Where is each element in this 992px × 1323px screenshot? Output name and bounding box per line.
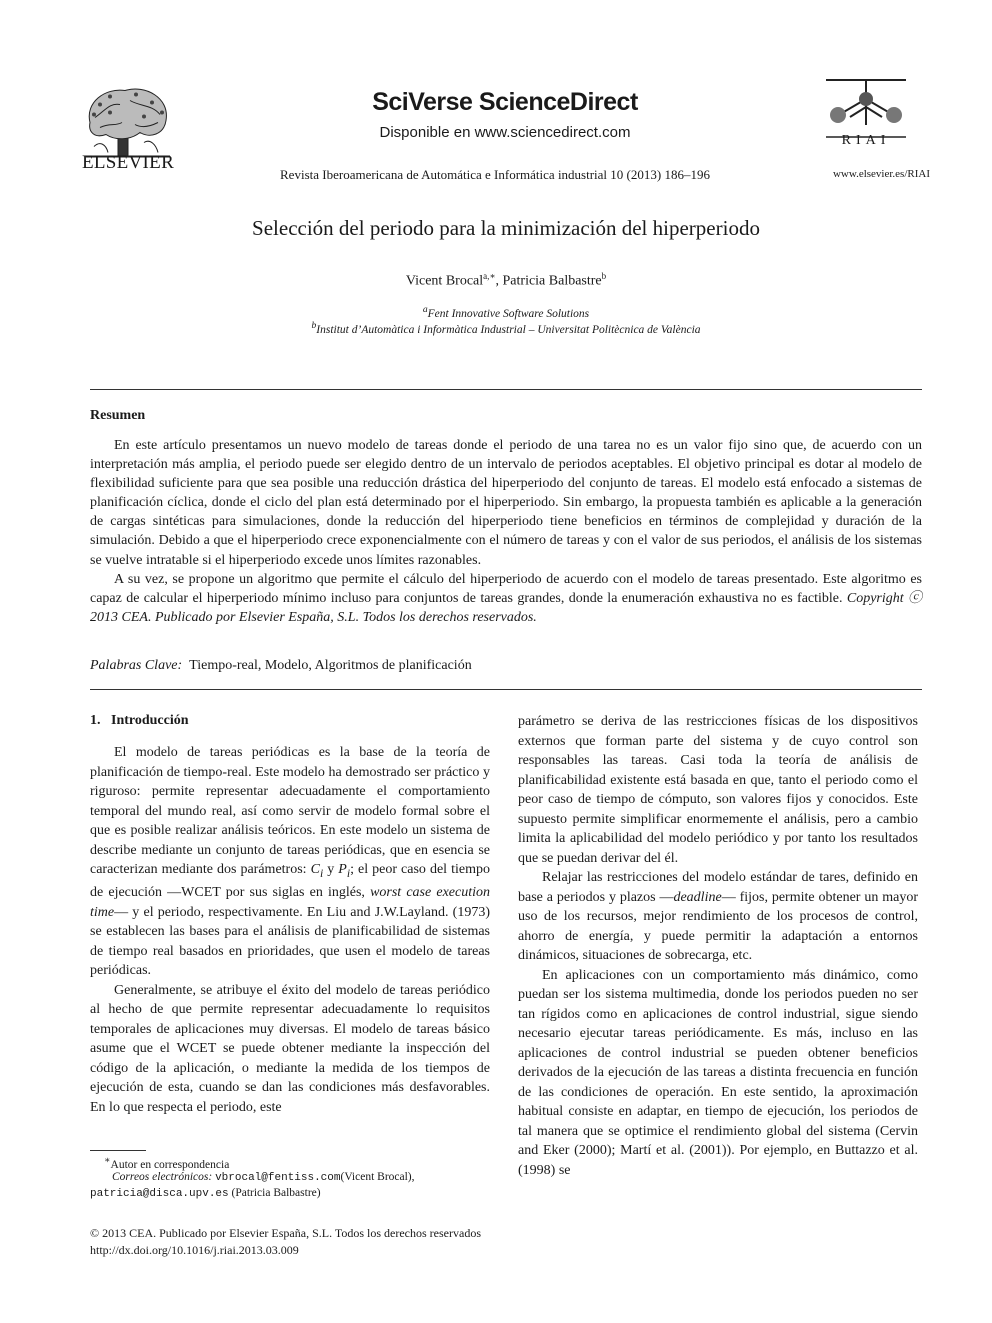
abstract-paragraph-2-text: A su vez, se propone un algoritmo que permite el cálculo del hiperperiodo de acuerdo con el modelo de tareas presentado. Este algoritmo es capaz de calcular el hiperperiodo mínimo incluso para conjuntos de tareas grandes, donde la enumeración exhaustiva no es factible.	[90, 571, 922, 606]
intro-paragraph-3: parámetro se deriva de las restricciones físicas de los dispositivos externos que forman parte del sistema y de cuyo control son responsables las tareas. Casi toda la teoría de análisis de planificabilidad existente está basada en que, tanto el periodo como el peor caso de tiempo de cómputo, son valores fijos y conocidos. Este supuesto permite simplificar enormemente el análisis, pero a cambio limita la aplicabilidad del modelo periódico y por tanto los resultados que se puedan derivar del él.	[518, 714, 918, 866]
riai-name: RIAI	[841, 133, 891, 148]
email-link-2[interactable]: patricia@disca.upv.es	[90, 1188, 229, 1200]
footnote-mark: ∗	[104, 1155, 111, 1166]
doi-link[interactable]: http://dx.doi.org/10.1016/j.riai.2013.03.009	[90, 1243, 299, 1257]
footnote-rule	[90, 1150, 146, 1151]
email-link-1[interactable]: vbrocal@fentiss.com	[215, 1172, 341, 1184]
email-owner-1: (Vicent Brocal),	[340, 1171, 415, 1183]
availability-line[interactable]: Disponible en www.sciencedirect.com	[379, 124, 631, 141]
intro-p1-part-b: ; el peor caso del tiempo de ejecución —WCET por sus siglas en inglés,	[90, 862, 490, 901]
publisher-name: ELSEVIER	[81, 152, 175, 173]
symbol-ci-subscript: i	[319, 866, 324, 880]
footnote-emails	[112, 1171, 415, 1184]
keywords	[90, 658, 922, 674]
abstract-paragraph-1: En este artículo presentamos un nuevo modelo de tareas donde el periodo de una tarea no es un valor fijo sino que, de acuerdo con un interpretación más amplia, el periodo puede ser elegido dentro de un intervalo de periodos aceptables. El objetivo principal es dotar al modelo de flexibilidad suficiente para que sea posible una reducción drástica del hiperperiodo del conjunto de tareas. El modelo está enfocado a sistemas de planificación cíclica, donde el ciclo del plan está determinado por el hiperperiodo. Sin embargo, la propuesta también es aplicable a la generación de cargas sintéticas para simulaciones, donde la reducción del hiperperiodo tiene beneficios en términos de complejidad y duración de la simulación. Debido a que el hiperperiodo crece exponencialmente con el número de tareas y con el valor de sus periodos, el análisis de los sistemas se vuelve intratable si el hiperperiodo excede unos límites razonables.	[90, 438, 922, 568]
affiliation-a-text: Fent Innovative Software Solutions	[427, 307, 590, 320]
author-separator: ,	[495, 273, 503, 289]
intro-p4-part-b: — fijos, permite obtener un mayor uso de los recursos, mejor rendimiento de los procesos de control, ahorro de energía, y puede permitir la adaptación a entornos dinámicos, situaciones de sobrecarga, etc.	[518, 889, 918, 963]
keywords-label: Palabras Clave:	[90, 658, 183, 673]
intro-p1-part-a: El modelo de tareas periódicas es la base de la teoría de planificación de tiempo-real. Este modelo ha demostrado ser práctico y riguroso: permite representar adecuadamente el comportamiento temporal del mundo real, así como servir de modelo formal sobre el que es posible realizar análisis teóricos. En este modelo un sistema de describe mediante un conjunto de tareas periódicas, que en esencia se caracterizan mediante dos parámetros:	[90, 745, 490, 877]
intro-paragraph-1	[90, 743, 490, 981]
conjunction: y	[323, 862, 339, 877]
abstract-bottom-rule	[90, 689, 922, 690]
intro-p1-part-c: — y el periodo, respectivamente. En Liu and J.W.Layland. (1973) se establecen las bases para el análisis de planificabilidad de sistemas de tiempo real basados en prioridades, que usen el modelo de tareas periódicas.	[90, 904, 490, 979]
section-title: Introducción	[111, 713, 189, 728]
article-title: Selección del periodo para la minimización del hiperperiodo	[252, 216, 760, 240]
wcet-expansion: worst case execution time	[90, 885, 490, 920]
affiliation-a-mark: a	[422, 304, 428, 315]
symbol-pi-subscript: i	[346, 866, 351, 880]
keywords-list: Tiempo-real, Modelo, Algoritmos de planificación	[189, 658, 472, 673]
journal-citation: Revista Iberoamericana de Automática e Informática industrial 10 (2013) 186–196	[280, 167, 710, 182]
footnote-corresponding-text: Autor en correspondencia	[110, 1158, 230, 1171]
intro-p4-part-a: Relajar las restricciones del modelo estándar de tares, definido en base a periodos y plazos —	[518, 870, 918, 905]
symbol-pi-letter: P	[338, 862, 347, 877]
riai-url[interactable]: www.elsevier.es/RIAI	[832, 168, 930, 180]
footnote-corresponding	[104, 1155, 229, 1171]
affiliation-b-text: Institut d’Automàtica i Informàtica Industrial – Universitat Politècnica de València	[316, 323, 701, 336]
author-1: Vicent Brocal	[405, 273, 484, 289]
email-owner-2: (Patricia Balbastre)	[231, 1187, 321, 1199]
footnote-emails-continued	[90, 1187, 321, 1200]
author-list	[90, 271, 922, 290]
affiliation-a	[90, 304, 922, 320]
deadline-term: deadline	[673, 889, 722, 905]
abstract-paragraph-2	[90, 570, 922, 627]
author-2-affiliation-mark: b	[601, 271, 607, 281]
intro-paragraph-2: Generalmente, se atribuye el éxito del modelo de tareas periódico al hecho de que permite representar adecuadamente lo requisitos temporales de aplicaciones muy diversas. El modelo de tareas básico asume que el WCET se puede obtener mediante la inspección del código de la aplicación, o mediante la medida de los tiempos de ejecución de esta, cuando se dan las condiciones más desfavorables. En lo que respecta el periodo, este	[90, 982, 490, 1115]
intro-paragraph-5: En aplicaciones con un comportamiento más dinámico, como puedan ser los sistema multimedia, donde los periodos pueden no ser tan rígidos como en aplicaciones de control industrial, sigue siendo necesario ejecutar tareas periódicamente. Es más, incluso en las aplicaciones de control industrial se pueden obtener beneficios derivados de la ejecución de las tareas a distinta frecuencia en función de las condiciones de operación. En este sentido, la aproximación habitual consiste en adaptar, en tiempo de ejecución, los periodos de tal manera que se optimice el rendimiento global del sistema (Cervin and Eker (2000); Martí et al. (2001)). Por ejemplo, en Buttazzo et al. (1998) se	[518, 967, 918, 1178]
symbol-pi	[338, 862, 351, 880]
affiliation-b-mark: b	[311, 320, 317, 331]
abstract-top-rule	[90, 389, 922, 390]
symbol-ci	[310, 862, 324, 880]
affiliation-b	[90, 320, 922, 336]
copyright-notice: © 2013 CEA. Publicado por Elsevier España, S.L. Todos los derechos reservados	[90, 1226, 481, 1240]
section-heading	[90, 713, 189, 729]
intro-paragraph-4	[518, 868, 918, 966]
platform-name: SciVerse ScienceDirect	[372, 88, 638, 116]
abstract-copyright: Copyright ⓒ 2013 CEA. Publicado por Elsevier España, S.L. Todos los derechos reservados.	[90, 590, 922, 625]
author-2: Patricia Balbastre	[502, 273, 602, 289]
abstract-body	[90, 436, 922, 627]
emails-label: Correos electrónicos:	[112, 1171, 213, 1183]
right-column	[518, 712, 918, 1180]
symbol-ci-letter: C	[310, 862, 320, 877]
left-column	[90, 743, 490, 1117]
section-number: 1.	[90, 713, 101, 728]
author-1-affiliation-mark: a,∗	[483, 271, 496, 281]
abstract-heading: Resumen	[90, 408, 146, 423]
